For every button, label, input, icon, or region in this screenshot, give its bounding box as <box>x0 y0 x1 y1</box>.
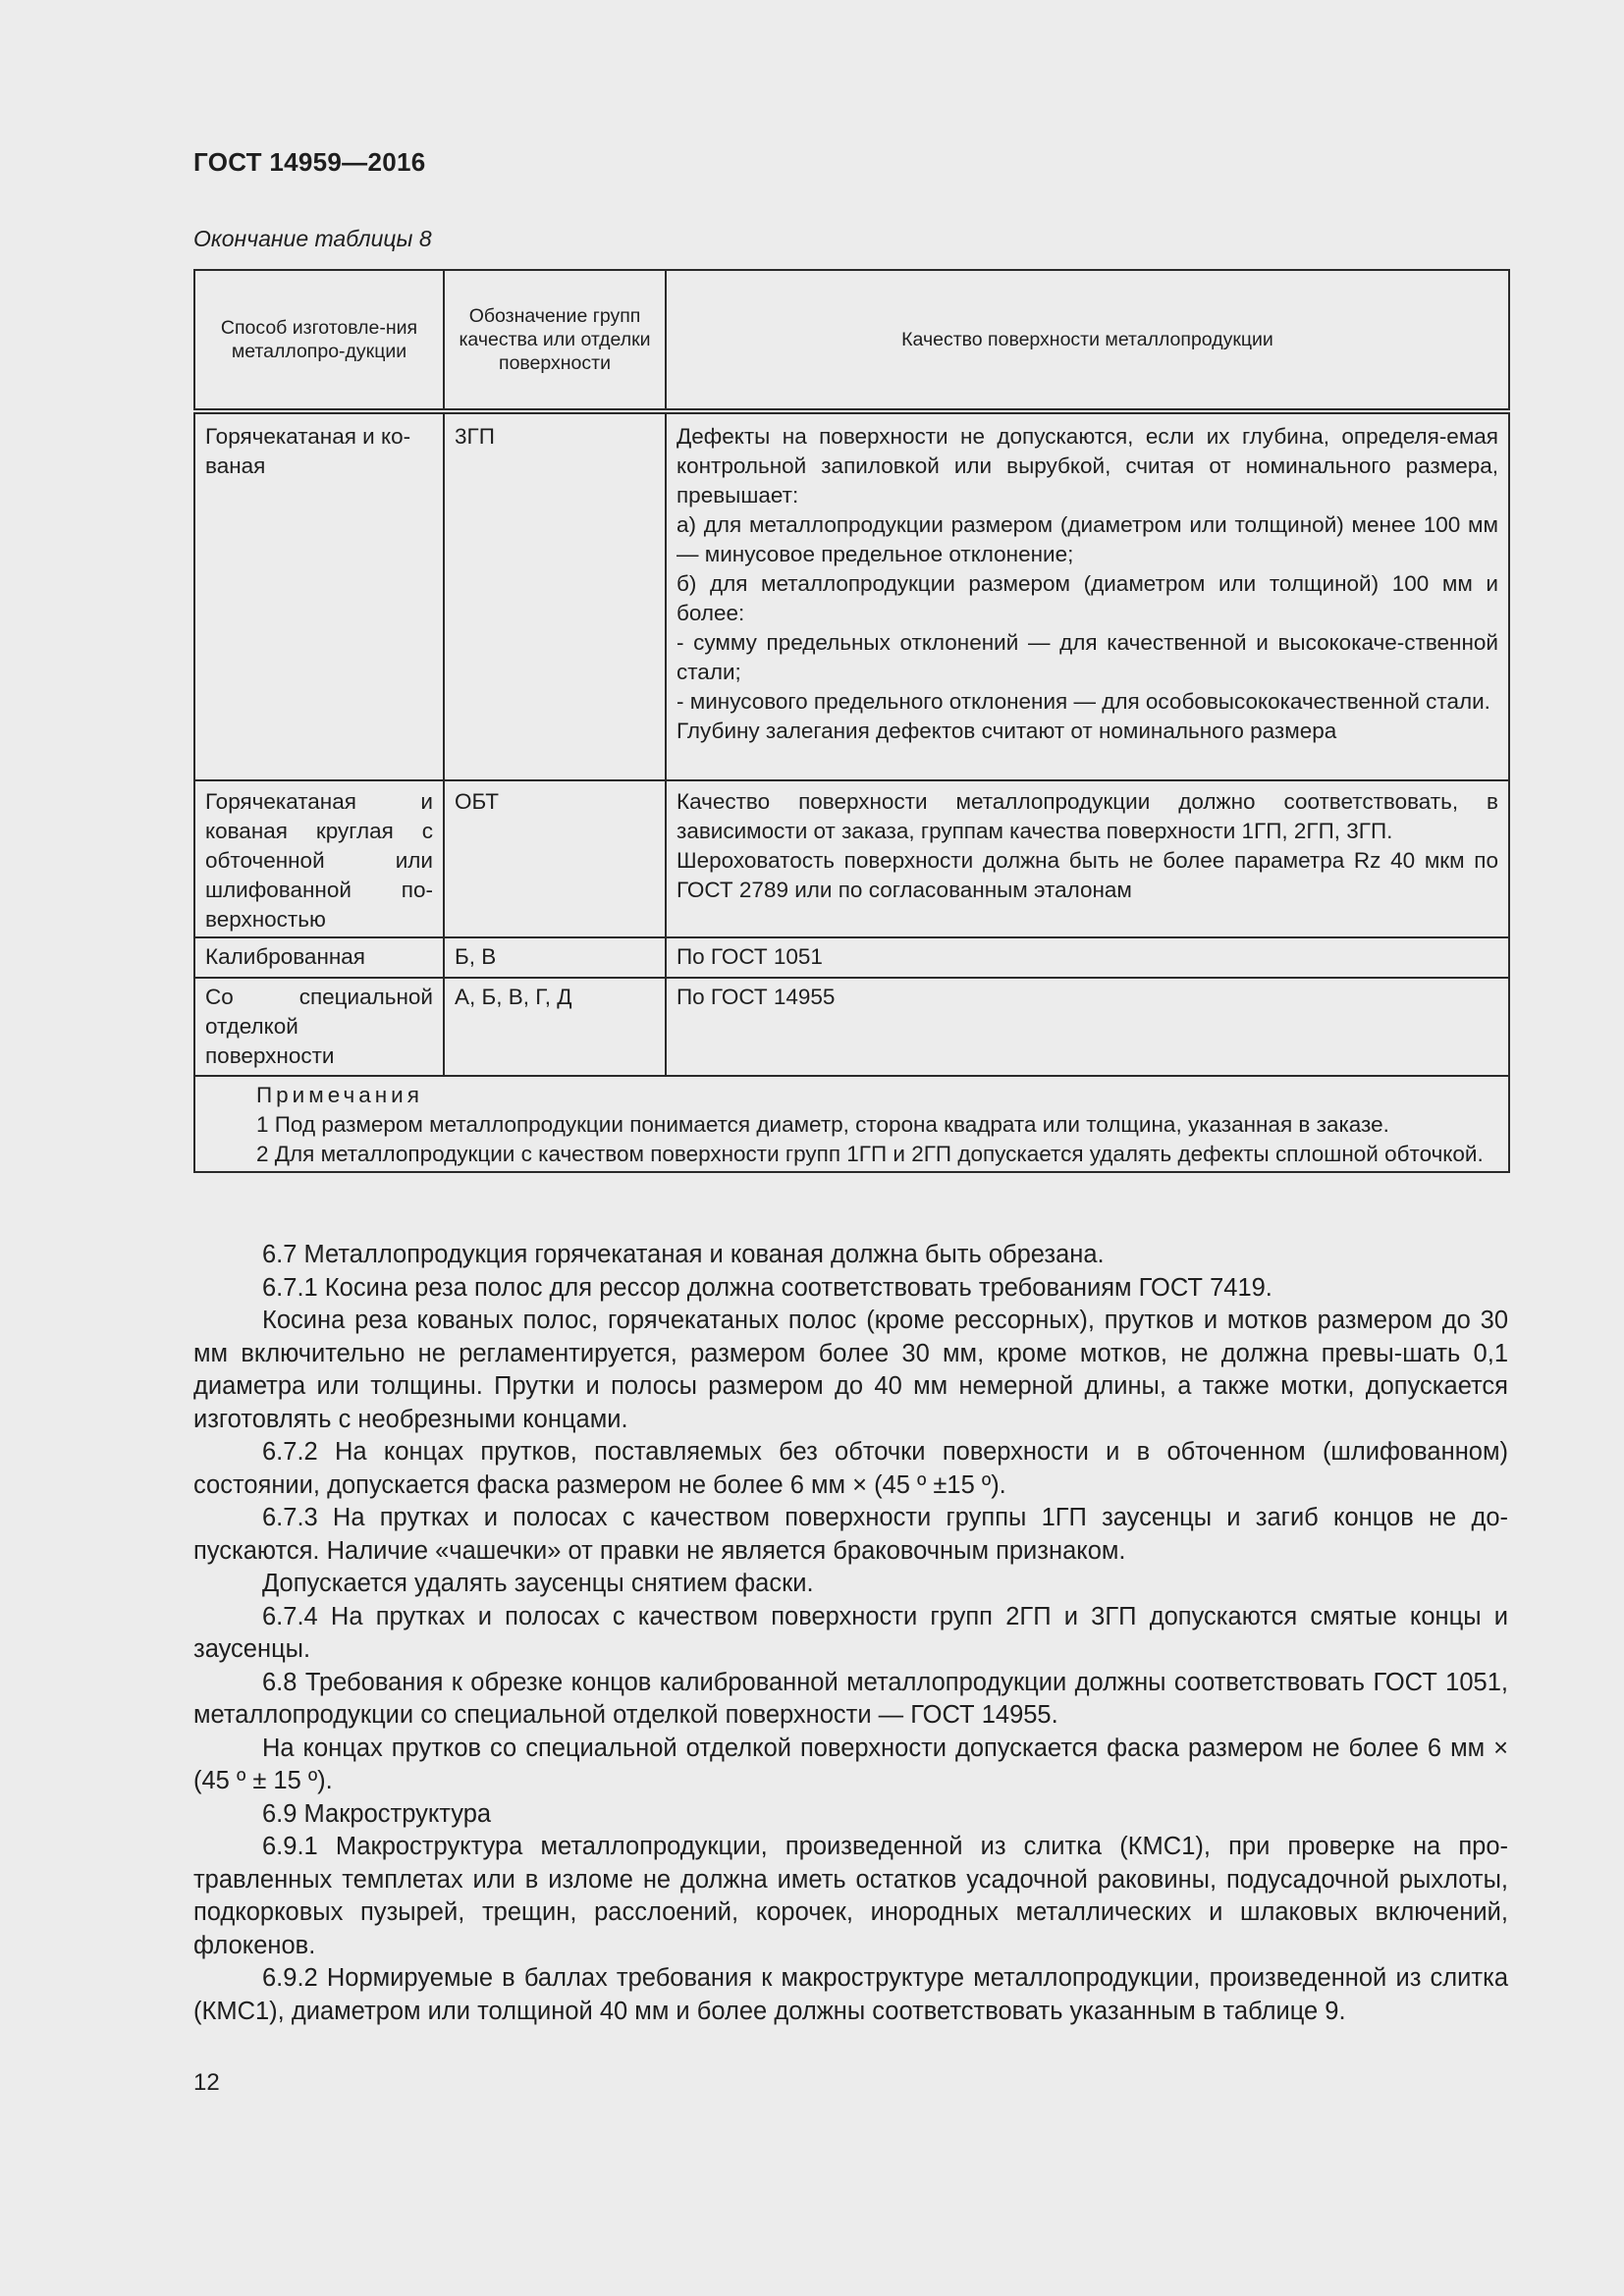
paragraph: 6.7.3 На прутках и полосах с качеством поверхности группы 1ГП заусенцы и загиб концов не до-пускаются. Наличие «чашечки» от правки не является браковочным признаком. <box>193 1504 1508 1565</box>
table-caption: Окончание таблицы 8 <box>193 226 432 251</box>
paragraph: 6.7.1 Косина реза полос для рессор должна соответствовать требованиям ГОСТ 7419. <box>262 1273 1272 1302</box>
table-row <box>194 978 1509 1076</box>
quality-line: б) для металлопродукции размером (диаметром или толщиной) 100 мм и более: <box>677 571 1498 625</box>
page-number: 12 <box>193 2069 220 2096</box>
table-header-row <box>194 270 1509 411</box>
quality-line: - сумму предельных отклонений — для качественной и высококаче-ственной стали; <box>677 630 1498 684</box>
body-text <box>193 1239 1508 2028</box>
group-cell: А, Б, В, Г, Д <box>444 978 666 1076</box>
note-item: 2 Для металлопродукции с качеством поверхности групп 1ГП и 2ГП допускается удалять дефекты сплошной обточкой. <box>256 1142 1484 1166</box>
paragraph: Допускается удалять заусенцы снятием фаски. <box>262 1570 814 1597</box>
quality-line: - минусового предельного отклонения — для особовысококачественной стали. <box>677 689 1490 714</box>
quality-cell: По ГОСТ 14955 <box>666 978 1509 1076</box>
group-cell: ОБТ <box>444 780 666 937</box>
table-row <box>194 411 1509 780</box>
table-row <box>194 780 1509 937</box>
paragraph: Косина реза кованых полос, горячекатаных полос (кроме рессорных), прутков и мотков размером до 30 мм включительно не регламентируется, размером более 30 мм, кроме мотков, не должна превы-шать 0,1 диаметра или толщины. Прутки и полосы размером до 40 мм немерной длины, а также мотки, допускается изготовлять с необрезными концами. <box>193 1307 1508 1433</box>
method-cell: Калиброванная <box>194 937 444 978</box>
paragraph: 6.8 Требования к обрезке концов калиброванной металлопродукции должны соответствовать ГОСТ 1051, металлопродукции со специальной отделкой поверхности — ГОСТ 14955. <box>193 1668 1508 1729</box>
paragraph: 6.9 Макроструктура <box>262 1799 492 1828</box>
paragraph: 6.7.2 На концах прутков, поставляемых без обточки поверхности и в обточенном (шлифованном) состоянии, допускается фаска размером не более 6 мм × (45 º ±15 º). <box>193 1438 1508 1499</box>
group-cell: Б, В <box>444 937 666 978</box>
notes-cell <box>194 1076 1509 1172</box>
group-cell: 3ГП <box>444 411 666 780</box>
quality-cell: По ГОСТ 1051 <box>666 937 1509 978</box>
quality-cell <box>666 780 1509 937</box>
table-notes-row <box>194 1076 1509 1172</box>
paragraph: 6.7 Металлопродукция горячекатаная и кованая должна быть обрезана. <box>262 1241 1105 1268</box>
quality-line: Дефекты на поверхности не допускаются, если их глубина, определя-емая контрольной запиловкой или вырубкой, считая от номинального размера, превышает: <box>677 424 1498 507</box>
paragraph: 6.7.4 На прутках и полосах с качеством поверхности групп 2ГП и 3ГП допускаются смятые концы и заусенцы. <box>193 1602 1508 1663</box>
method-cell: Со специальной отделкой поверхности <box>194 978 444 1076</box>
header-group: Обозначение групп качества или отделки поверхности <box>444 270 666 411</box>
paragraph: На концах прутков со специальной отделкой поверхности допускается фаска размером не более 6 мм × (45 º ± 15 º). <box>193 1734 1508 1794</box>
surface-quality-table <box>193 269 1510 1173</box>
method-cell: Горячекатаная и ко-ваная <box>194 411 444 780</box>
header-method: Способ изготовле-ния металлопро-дукции <box>194 270 444 411</box>
document-header: ГОСТ 14959—2016 <box>193 147 426 177</box>
header-quality: Качество поверхности металлопродукции <box>666 270 1509 411</box>
quality-line: Качество поверхности металлопродукции должно соответствовать, в зависимости от заказа, группам качества поверхности 1ГП, 2ГП, 3ГП. <box>677 789 1498 843</box>
quality-cell <box>666 411 1509 780</box>
paragraph: 6.9.1 Макроструктура металлопродукции, произведенной из слитка (КМС1), при проверке на про-травленных темплетах или в изломе не должна иметь остатков усадочной раковины, подусадочной рыхлоты, подкорковых пузырей, трещин, расслоений, корочек, инородных металлических и шлаковых включений, флокенов. <box>193 1833 1508 1959</box>
quality-line: Шероховатость поверхности должна быть не более параметра Rz 40 мкм по ГОСТ 2789 или по согласованным эталонам <box>677 848 1498 902</box>
note-item: 1 Под размером металлопродукции понимается диаметр, сторона квадрата или толщина, указанная в заказе. <box>256 1112 1389 1137</box>
method-cell: Горячекатаная и кованая круглая с обточенной или шлифованной по-верхностью <box>194 780 444 937</box>
notes-title: Примечания <box>256 1083 423 1107</box>
quality-line: Глубину залегания дефектов считают от номинального размера <box>677 719 1337 743</box>
paragraph: 6.9.2 Нормируемые в баллах требования к макроструктуре металлопродукции, произведенной из слитка (КМС1), диаметром или толщиной 40 мм и более должны соответствовать указанным в таблице 9. <box>193 1964 1508 2025</box>
table-row <box>194 937 1509 978</box>
quality-line: а) для металлопродукции размером (диаметром или толщиной) менее 100 мм — минусовое предельное отклонение; <box>677 512 1498 566</box>
